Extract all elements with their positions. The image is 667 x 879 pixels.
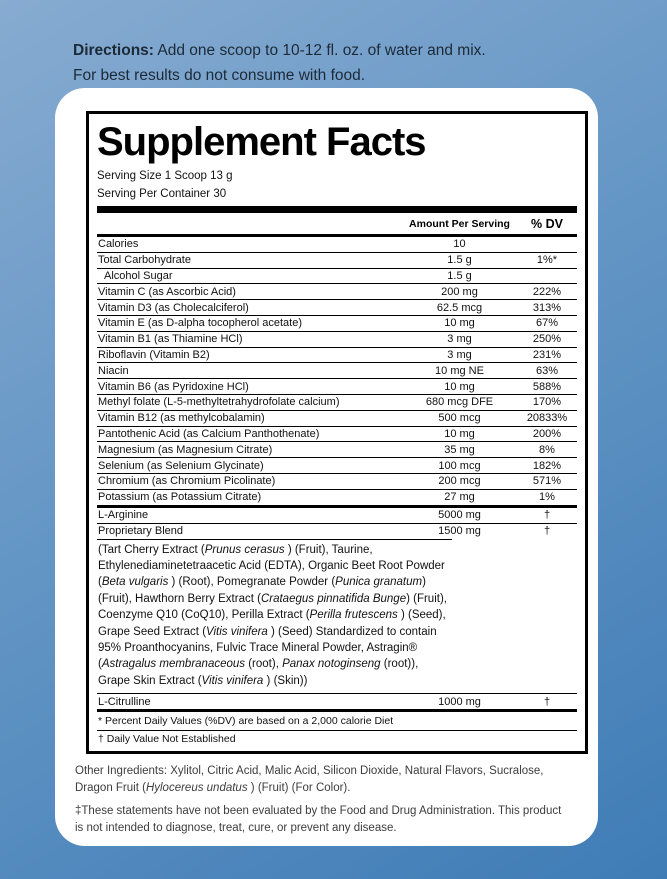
row-amount: 680 mcg DFE	[425, 396, 494, 409]
citrulline-row	[97, 693, 577, 709]
row-dv: 1%	[539, 491, 555, 504]
row-dv: 250%	[532, 333, 562, 346]
row-amount: 10 mg	[444, 380, 475, 393]
table-row	[97, 523, 577, 539]
row-dv: 571%	[532, 475, 562, 488]
directions-label: Directions:	[73, 42, 154, 59]
column-header-dv: % DV	[531, 216, 563, 231]
table-row	[97, 237, 577, 252]
row-name: Methyl folate (L-5-methyltetrahydrofolate calcium)	[98, 396, 340, 409]
table-row	[97, 283, 577, 299]
row-name: Vitamin E (as D-alpha tocopherol acetate)	[98, 317, 303, 330]
directions-line1: Add one scoop to 10-12 fl. oz. of water and mix.	[157, 42, 486, 59]
table-row	[97, 489, 577, 505]
row-name: Vitamin B6 (as Pyridoxine HCl)	[98, 380, 249, 393]
row-name: Pantothenic Acid (as Calcium Panthothenate)	[98, 427, 320, 440]
row-dv: 222%	[532, 285, 562, 298]
table-row	[97, 362, 577, 378]
row-name: Alcohol Sugar	[104, 269, 173, 282]
supplement-facts-panel	[86, 111, 588, 754]
row-amount: 1.5 g	[447, 269, 472, 282]
disclaimer: ‡These statements have not been evaluated by the Food and Drug Administration. This product is not intended to diagnose, treat, cure, or prevent any disease.	[75, 805, 562, 834]
row-amount: 5000 mg	[438, 509, 481, 522]
row-name: Niacin	[98, 364, 129, 377]
servings-per-container: Serving Per Container 30	[97, 188, 227, 200]
row-amount: 1.5 g	[447, 254, 472, 267]
row-name: Calories	[98, 238, 139, 251]
row-dv: 8%	[539, 443, 555, 456]
other-ingredients: Other Ingredients: Xylitol, Citric Acid, Malic Acid, Silicon Dioxide, Natural Flavors, Sucralose, Dragon Fruit (Hylocereus undatus ) (Fruit) (For Color).	[75, 765, 544, 794]
row-dv: 20833%	[526, 412, 568, 425]
row-name: L-Arginine	[98, 509, 149, 522]
row-amount: 1500 mg	[438, 525, 481, 538]
row-dv: 1%*	[536, 254, 558, 267]
panel-title: Supplement Facts	[97, 120, 426, 164]
row-dv: 200%	[532, 427, 562, 440]
row-amount: 35 mg	[444, 443, 475, 456]
row-amount: 200 mg	[441, 285, 478, 298]
serving-size: Serving Size 1 Scoop 13 g	[97, 170, 233, 182]
table-row	[97, 394, 577, 410]
table-row	[97, 441, 577, 457]
row-amount: 62.5 mcg	[436, 301, 483, 314]
table-row	[97, 508, 577, 523]
row-name: Selenium (as Selenium Glycinate)	[98, 459, 264, 472]
table-row	[97, 473, 577, 489]
row-amount: 10 mg	[444, 427, 475, 440]
footnote: † Daily Value Not Established	[97, 730, 577, 749]
row-dv: 63%	[535, 364, 559, 377]
row-amount: 500 mcg	[438, 412, 481, 425]
row-name: Proprietary Blend	[98, 525, 183, 538]
row-amount: 100 mcg	[438, 459, 481, 472]
row-name: Vitamin D3 (as Cholecalciferol)	[98, 301, 249, 314]
row-name: Total Carbohydrate	[98, 254, 191, 267]
row-name: Riboflavin (Vitamin B2)	[98, 348, 210, 361]
row-name: Magnesium (as Magnesium Citrate)	[98, 443, 273, 456]
row-dv: †	[543, 695, 551, 708]
row-name: Vitamin B1 (as Thiamine HCl)	[98, 333, 243, 346]
table-row	[97, 299, 577, 315]
table-row	[97, 378, 577, 394]
row-dv: 182%	[532, 459, 562, 472]
nutrient-rows	[97, 237, 577, 505]
row-amount: 1000 mg	[438, 695, 481, 708]
row-dv: †	[543, 509, 551, 522]
thick-divider	[97, 206, 577, 213]
table-row	[97, 252, 577, 268]
row-amount: 200 mcg	[438, 475, 481, 488]
table-row	[97, 268, 577, 284]
label-card	[55, 88, 598, 846]
table-row	[97, 315, 577, 331]
row-dv: 170%	[532, 396, 562, 409]
row-dv: 313%	[532, 301, 562, 314]
row-amount: 3 mg	[447, 348, 472, 361]
row-dv: 231%	[532, 348, 562, 361]
proprietary-blend-description: (Tart Cherry Extract (Prunus cerasus ) (Fruit), Taurine, Ethylenediaminetetraacetic Acid (EDTA), Organic Beet Root Powder (Beta vulgaris ) (Root), Pomegranate Powder (Punica granatum) (Fruit), Hawthorn Berry Extract (Crataegus pinnatifida Bunge) (Fruit), Coenzyme Q10 (CoQ10), Perilla Extract (Perilla frutescens ) (Seed), Grape Seed Extract (Vitis vinifera ) (Seed) Standardized to contain 95% Proanthocyanins, Fulvic Trace Mineral Powder, Astragin® (Astragalus membranaceous (root), Panax notoginseng (root)), Grape Skin Extract (Vitis vinifera ) (Skin))	[97, 539, 452, 694]
row-name: Vitamin C (as Ascorbic Acid)	[98, 285, 236, 298]
row-amount: 27 mg	[444, 491, 475, 504]
row-amount: 10	[453, 238, 466, 251]
footnotes	[97, 712, 577, 748]
footnote: * Percent Daily Values (%DV) are based on a 2,000 calorie Diet	[98, 714, 394, 727]
row-amount: 3 mg	[447, 333, 472, 346]
row-dv: †	[543, 525, 551, 538]
column-header-amount: Amount Per Serving	[409, 217, 510, 230]
row-dv: 588%	[532, 380, 562, 393]
row-amount: 10 mg	[444, 317, 475, 330]
table-row	[97, 457, 577, 473]
table-row	[97, 693, 577, 709]
directions-text	[73, 38, 573, 88]
table-row	[97, 347, 577, 363]
row-name: Potassium (as Potassium Citrate)	[98, 491, 262, 504]
row-amount: 10 mg NE	[435, 364, 484, 377]
row-name: Chromium (as Chromium Picolinate)	[98, 475, 276, 488]
amino-rows	[97, 508, 577, 539]
row-name: L-Citrulline	[98, 695, 151, 708]
table-row	[97, 410, 577, 426]
row-name: Vitamin B12 (as methylcobalamin)	[98, 412, 265, 425]
table-row	[97, 426, 577, 442]
table-row	[97, 331, 577, 347]
directions-line2: For best results do not consume with food.	[73, 67, 366, 84]
row-dv: 67%	[535, 317, 559, 330]
table-header	[97, 213, 577, 234]
